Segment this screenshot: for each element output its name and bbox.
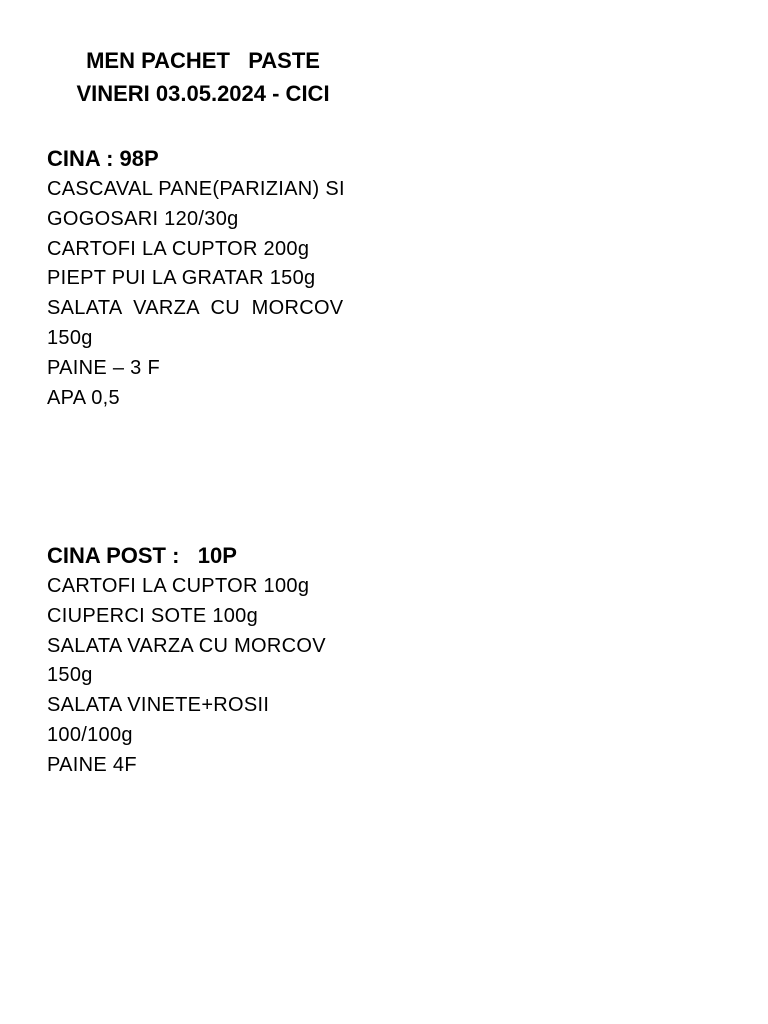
menu-item: PAINE 4F bbox=[47, 753, 137, 776]
menu-item: CARTOFI LA CUPTOR 200g bbox=[47, 237, 310, 260]
menu-item: 150g bbox=[47, 664, 93, 687]
menu-item: CARTOFI LA CUPTOR 100g bbox=[47, 575, 310, 597]
title-line-menu: MEN PACHET PASTE bbox=[86, 48, 320, 73]
document-title bbox=[0, 44, 406, 110]
menu-item: SALATA VINETE+ROSII bbox=[47, 694, 270, 717]
menu-item: PIEPT PUI LA GRATAR 150g bbox=[47, 267, 316, 290]
menu-item: SALATA VARZA CU MORCOV bbox=[47, 297, 344, 320]
menu-item: GOGOSARI 120/30g bbox=[47, 207, 239, 230]
menu-item: CIUPERCI SOTE 100g bbox=[47, 604, 259, 627]
menu-item-list-cina-post bbox=[47, 572, 387, 781]
menu-item: PAINE – 3 F bbox=[47, 356, 160, 379]
menu-item: 150g bbox=[47, 326, 93, 349]
menu-item: 100/100g bbox=[47, 723, 133, 746]
section-cina-post bbox=[47, 540, 387, 781]
section-heading-cina-post: CINA POST : 10P bbox=[47, 543, 237, 568]
section-heading-cina: CINA : 98P bbox=[47, 146, 159, 171]
menu-item-list-cina bbox=[47, 175, 387, 413]
title-line-date: VINERI 03.05.2024 - CICI bbox=[76, 81, 330, 106]
section-cina bbox=[47, 143, 387, 413]
menu-item: APA 0,5 bbox=[47, 386, 120, 409]
menu-item: CASCAVAL PANE(PARIZIAN) SI bbox=[47, 178, 345, 200]
menu-item: SALATA VARZA CU MORCOV bbox=[47, 634, 326, 657]
